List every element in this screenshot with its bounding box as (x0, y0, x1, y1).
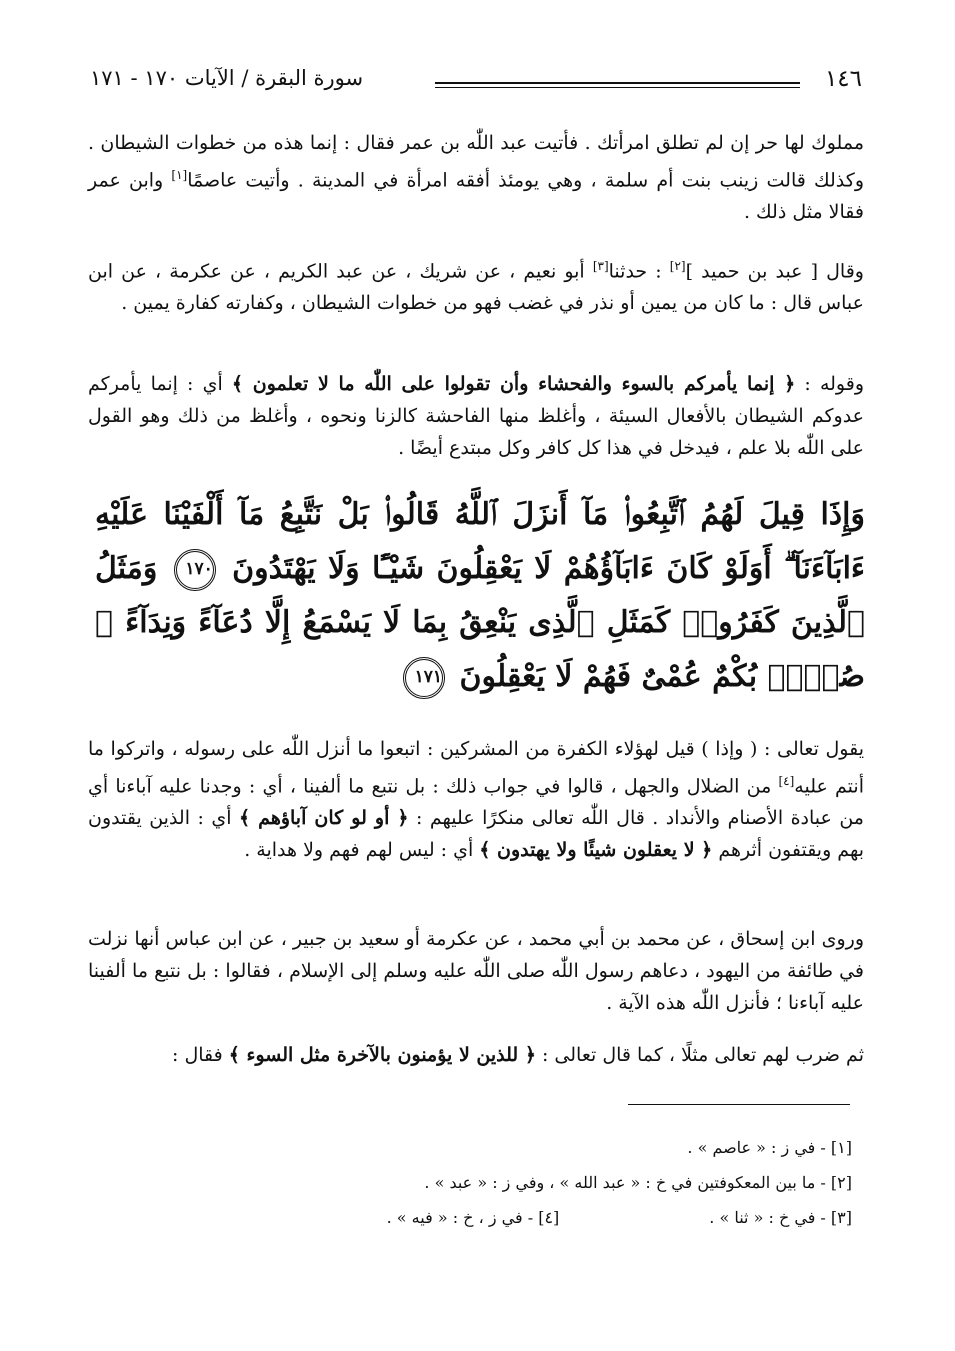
footnote-text: [٢] - ما بين المعكوفتين في خ : « عبد الله » ، وفي ز : « عبد » . (424, 1173, 852, 1192)
footnote-ref: [١] (171, 168, 188, 182)
quoted-verse: ﴿ لا يعقلون شيئًا ولا يهتدون ﴾ (479, 839, 713, 862)
footnote-1 (180, 1130, 852, 1165)
paragraph-text: من الضلال والجهل ، قالوا في جواب ذلك : بل نتبع ما ألفينا ، أي : وجدنا عليه آباءنا أي من عبادة الأصنام والأنداد . قال اللّٰه تعالى منكرًا عليهم : (88, 775, 864, 830)
paragraph-text: أي : إنما يأمركم عدوكم الشيطان بالأفعال السيئة ، وأغلظ منها الفاحشة كالزنا ونحوه ، وأغلظ من ذلك وهو القول على اللّٰه بلا علم ، فيدخل في هذا كل كافر وكل مبتدع أيضًا . (88, 373, 865, 459)
footnote-text: [٣] - في خ : « ثنا » . (709, 1208, 852, 1227)
paragraph-6 (88, 923, 864, 1019)
paragraph-text: : حدثنا (608, 260, 670, 283)
verse-171-text: وَمَثَلُ ٱلَّذِينَ كَفَرُوا۟ كَمَثَلِ ٱلَّذِى يَنْعِقُ بِمَا لَا يَسْمَعُ إِلَّا دُعَآءً وَنِدَآءً ۚ صُمٌّۢ بُكْمٌ عُمْىٌ فَهُمْ لَا يَعْقِلُونَ (95, 551, 865, 694)
footnote-text: [٤] - في ز ، خ : « فيه » . (386, 1208, 560, 1227)
paragraph-2 (88, 250, 864, 319)
paragraph-1 (88, 127, 864, 228)
paragraph-7 (88, 1039, 864, 1071)
quoted-verse: ﴿ أو لو كان آباؤهم ﴾ (238, 807, 409, 830)
paragraph-text: مملوك لها حر إن لم تطلق امرأتك . فأتيت عبد اللّٰه بن عمر فقال : إنما هذه من خطوات الشيطان . وكذلك قالت زينب بنت أم سلمة ، وهي يومئذ أفقه امرأة في المدينة . وأتيت عاصمًا (88, 132, 864, 192)
footnote-text: [١] - في ز : « عاصم » . (687, 1138, 852, 1157)
paragraph-text: وروى ابن إسحاق ، عن محمد بن أبي محمد ، عن عكرمة أو سعيد بن جبير ، عن ابن عباس أنها نزلت في طائفة من اليهود ، دعاهم رسول اللّٰه صلى اللّٰه عليه وسلم إلى الإسلام ، فقالوا : بل نتبع ما ألفينا عليه آباءنا ؛ فأنزل اللّٰه هذه الآية . (88, 928, 864, 1014)
running-title: سورة البقرة / الآيات ١٧٠ - ١٧١ (90, 66, 364, 90)
page-header (90, 64, 862, 104)
quoted-verse: ﴿ إنما يأمركم بالسوء والفحشاء وأن تقولوا على اللّٰه ما لا تعلمون ﴾ (231, 373, 796, 395)
paragraph-text: وابن عمر فقالا مثل ذلك . (88, 169, 864, 224)
footnote-ref: [٢] (669, 259, 686, 273)
paragraph-text: وقال [ عبد بن حميد ] (685, 260, 864, 283)
footnote-ref: [٣] (592, 259, 609, 273)
verse-170-text: وَإِذَا قِيلَ لَهُمُ ٱتَّبِعُوا۟ مَآ أَنزَلَ ٱللَّهُ قَالُوا۟ بَلْ نَتَّبِعُ مَآ أَلْفَيْنَا عَلَيْهِ ءَابَآءَنَآ ۗ أَوَلَوْ كَانَ ءَابَآؤُهُمْ لَا يَعْقِلُونَ شَيْـًٔا وَلَا يَهْتَدُونَ (95, 497, 866, 586)
footnotes (180, 1130, 852, 1235)
footnote-separator (628, 1104, 850, 1105)
ayah-number-170: ١٧٠ (174, 549, 216, 591)
paragraph-text: أي : ليس لهم فهم ولا هداية . (244, 839, 480, 862)
paragraph-text: فقال : (172, 1044, 229, 1066)
quoted-verse: ﴿ للذين لا يؤمنون بالآخرة مثل السوء ﴾ (228, 1044, 536, 1066)
ayah-number-171: ١٧١ (403, 657, 445, 699)
paragraph-text: يقول تعالى : ( وإذا ) قيل لهؤلاء الكفرة من المشركين : اتبعوا ما أنزل اللّٰه على رسوله ، واتركوا ما أنتم عليه (88, 738, 864, 798)
quran-verses (95, 488, 865, 704)
footnote-3-4 (180, 1200, 852, 1235)
header-rule (435, 82, 800, 84)
paragraph-5 (88, 733, 864, 866)
paragraph-text: وقوله : (795, 373, 864, 395)
header-rule-thin (435, 87, 800, 88)
paragraph-text: أبو نعيم ، عن شريك ، عن عبد الكريم ، عن عكرمة ، عن ابن عباس قال : ما كان من يمين أو نذر في غضب فهو من خطوات الشيطان ، وكفارته كفارة يمين . (88, 260, 864, 315)
page-number: ١٤٦ (824, 66, 862, 92)
paragraph-text: ثم ضرب لهم تعالى مثلًا ، كما قال تعالى : (535, 1044, 864, 1066)
paragraph-text: أي : الذين يقتدون بهم ويقتفون أثرهم (88, 807, 864, 862)
footnote-ref: [٤] (778, 774, 795, 788)
footnote-2 (180, 1165, 852, 1200)
paragraph-3 (88, 368, 864, 464)
